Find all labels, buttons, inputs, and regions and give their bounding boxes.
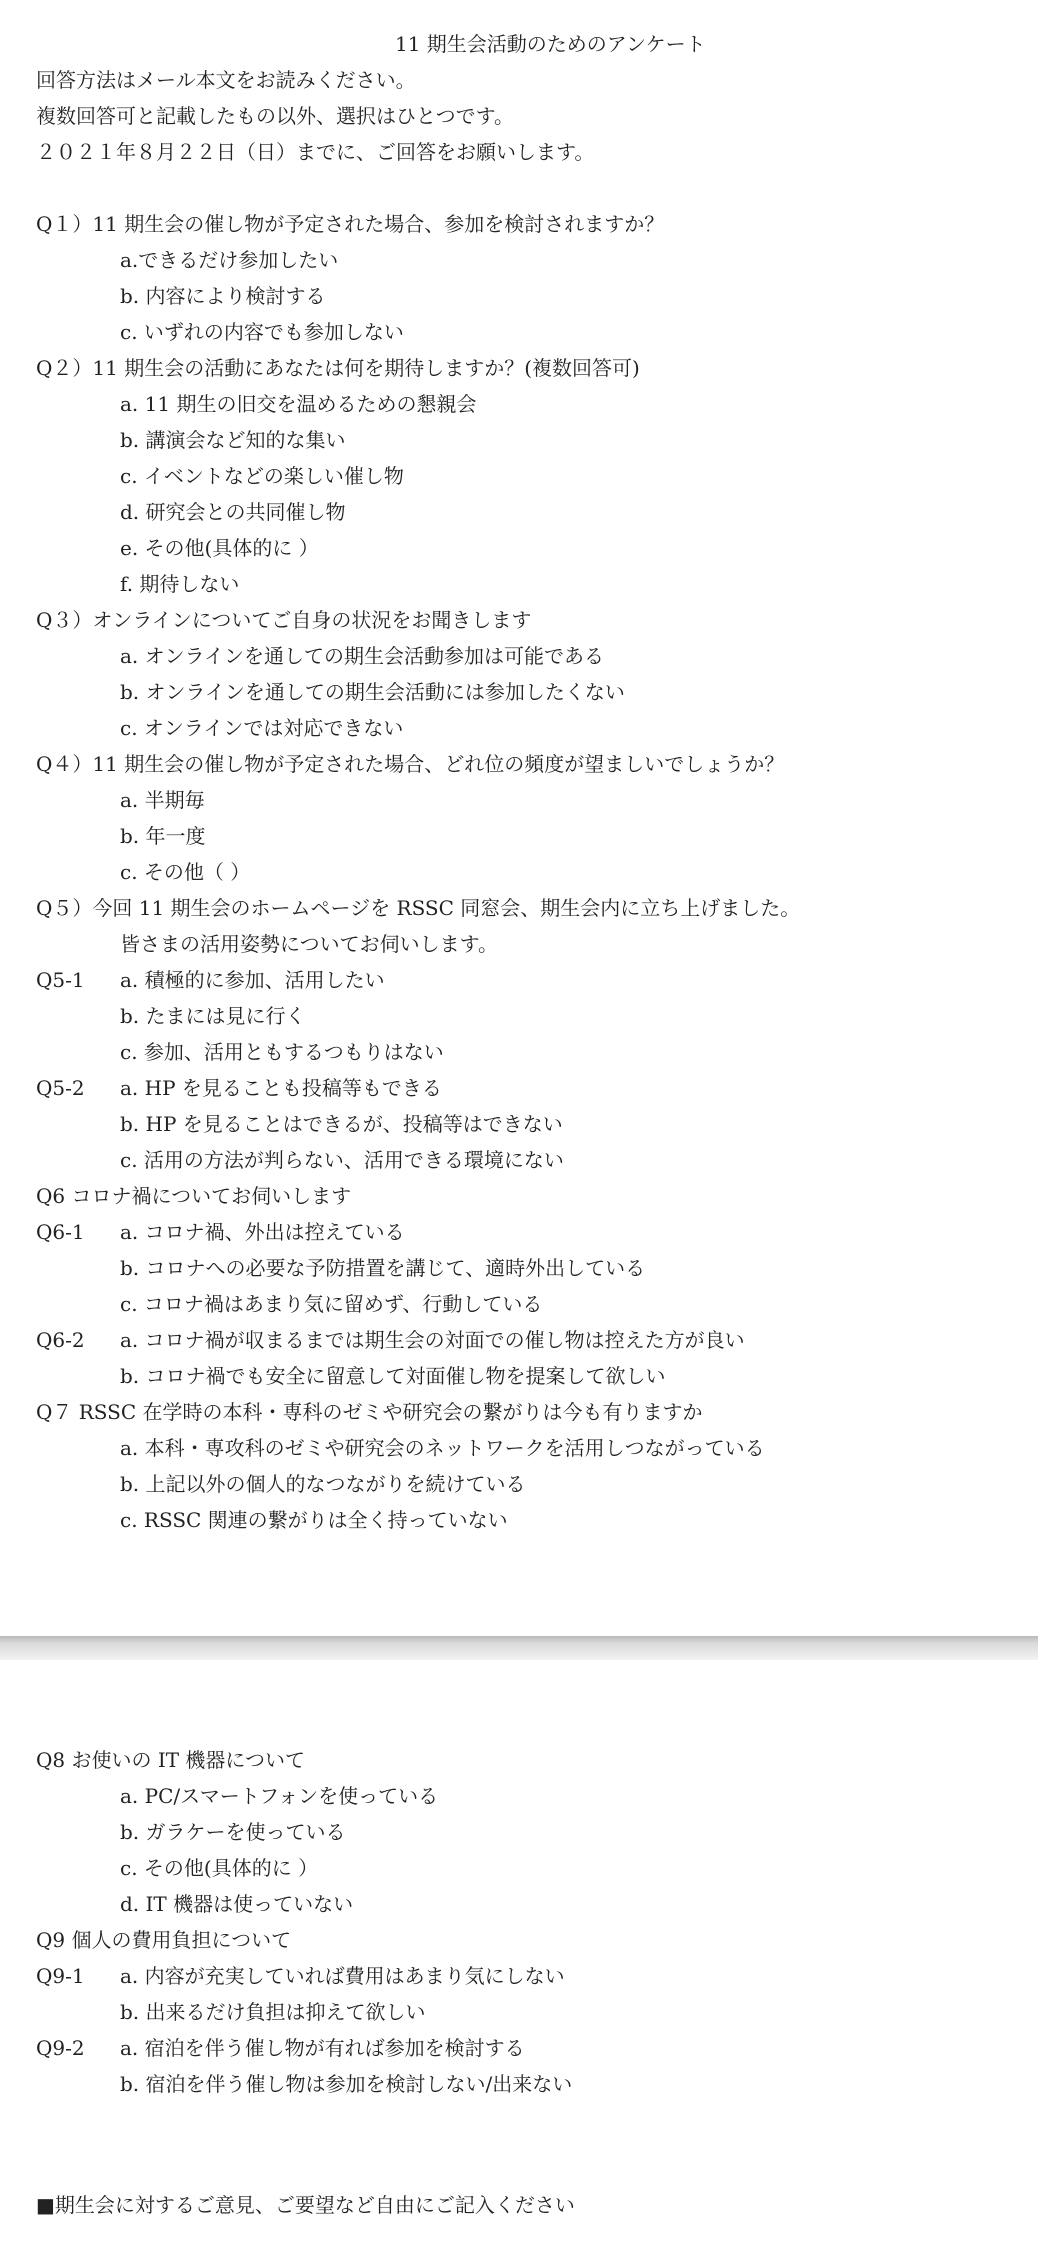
q4-option-a: a. 半期毎 [120,788,205,812]
q5-1-option-c: c. 参加、活用ともするつもりはない [120,1040,444,1064]
question-8: Q8 お使いの IT 機器について [36,1748,306,1772]
q8-option-c: c. その他(具体的に ） [120,1856,319,1880]
q9-2-option-b: b. 宿泊を伴う催し物は参加を検討しない/出来ない [120,2072,573,2096]
q2-option-e: e. その他(具体的に ） [120,536,319,560]
intro-line-1: 回答方法はメール本文をお読みください。 [36,68,416,92]
question-9: Q9 個人の費用負担について [36,1928,292,1952]
q1-option-c: c. いずれの内容でも参加しない [120,320,404,344]
page-separator [0,1636,1038,1660]
q7-option-c: c. RSSC 関連の繋がりは全く持っていない [120,1508,508,1532]
question-1: Q１）11 期生会の催し物が予定された場合、参加を検討されますか？ [36,212,665,236]
q9-1-label: Q9-1 [36,1964,85,1988]
q5-2-option-a: a. HP を見ることも投稿等もできる [120,1076,442,1100]
q5-1-label: Q5-1 [36,968,85,992]
q9-2-label: Q9-2 [36,2036,85,2060]
q2-option-d: d. 研究会との共同催し物 [120,500,346,524]
q8-option-d: d. IT 機器は使っていない [120,1892,354,1916]
q6-1-label: Q6-1 [36,1220,85,1244]
question-4: Q４）11 期生会の催し物が予定された場合、どれ位の頻度が望ましいでしょうか？ [36,752,785,776]
q6-1-option-b: b. コロナへの必要な予防措置を講じて、適時外出している [120,1256,646,1280]
q9-2-option-a: a. 宿泊を伴う催し物が有れば参加を検討する [120,2036,525,2060]
intro-line-3: ２０２１年８月２２日（日）までに、ご回答をお願いします。 [36,140,595,164]
q2-option-f: f. 期待しない [120,572,240,596]
q1-option-b: b. 内容により検討する [120,284,326,308]
q3-option-c: c. オンラインでは対応できない [120,716,404,740]
question-5-line-2: 皆さまの活用姿勢についてお伺いします。 [120,932,498,956]
q2-option-a: a. 11 期生の旧交を温めるための懇親会 [120,392,477,416]
q4-option-b: b. 年一度 [120,824,206,848]
intro-line-2: 複数回答可と記載したもの以外、選択はひとつです。 [36,104,514,128]
q3-option-b: b. オンラインを通しての期生会活動には参加したくない [120,680,625,704]
survey-page-2 [0,1660,1038,2267]
q7-option-b: b. 上記以外の個人的なつながりを続けている [120,1472,526,1496]
q5-1-option-b: b. たまには見に行く [120,1004,306,1028]
q2-option-c: c. イベントなどの楽しい催し物 [120,464,404,488]
q6-2-label: Q6-2 [36,1328,85,1352]
q6-2-option-a: a. コロナ禍が収まるまでは期生会の対面での催し物は控えた方が良い [120,1328,745,1352]
question-5: Q５）今回 11 期生会のホームページを RSSC 同窓会、期生会内に立ち上げました。 [36,896,801,920]
q4-option-c: c. その他（ ） [120,860,251,884]
comment-request: ■期生会に対するご意見、ご要望など自由にご記入ください [36,2193,575,2217]
survey-title: 11 期生会活動のためのアンケート [395,32,706,56]
q5-2-option-b: b. HP を見ることはできるが、投稿等はできない [120,1112,563,1136]
q5-2-label: Q5-2 [36,1076,85,1100]
q8-option-a: a. PC/スマートフォンを使っている [120,1784,439,1808]
q5-2-option-c: c. 活用の方法が判らない、活用できる環境にない [120,1148,564,1172]
q6-1-option-c: c. コロナ禍はあまり気に留めず、行動している [120,1292,543,1316]
q8-option-b: b. ガラケーを使っている [120,1820,346,1844]
q9-1-option-b: b. 出来るだけ負担は抑えて欲しい [120,2000,426,2024]
q1-option-a: a.できるだけ参加したい [120,248,339,272]
q6-1-option-a: a. コロナ禍、外出は控えている [120,1220,405,1244]
q5-1-option-a: a. 積極的に参加、活用したい [120,968,385,992]
question-2: Q２）11 期生会の活動にあなたは何を期待しますか？(複数回答可) [36,356,640,380]
question-3: Q３）オンラインについてご自身の状況をお聞きします [36,608,532,632]
q2-option-b: b. 講演会など知的な集い [120,428,346,452]
q7-option-a: a. 本科・専攻科のゼミや研究会のネットワークを活用しつながっている [120,1436,765,1460]
q6-2-option-b: b. コロナ禍でも安全に留意して対面催し物を提案して欲しい [120,1364,666,1388]
question-7: Q７ RSSC 在学時の本科・専科のゼミや研究会の繋がりは今も有りますか [36,1400,703,1424]
q9-1-option-a: a. 内容が充実していれば費用はあまり気にしない [120,1964,565,1988]
q3-option-a: a. オンラインを通しての期生会活動参加は可能である [120,644,605,668]
question-6: Q6 コロナ禍についてお伺いします [36,1184,352,1208]
